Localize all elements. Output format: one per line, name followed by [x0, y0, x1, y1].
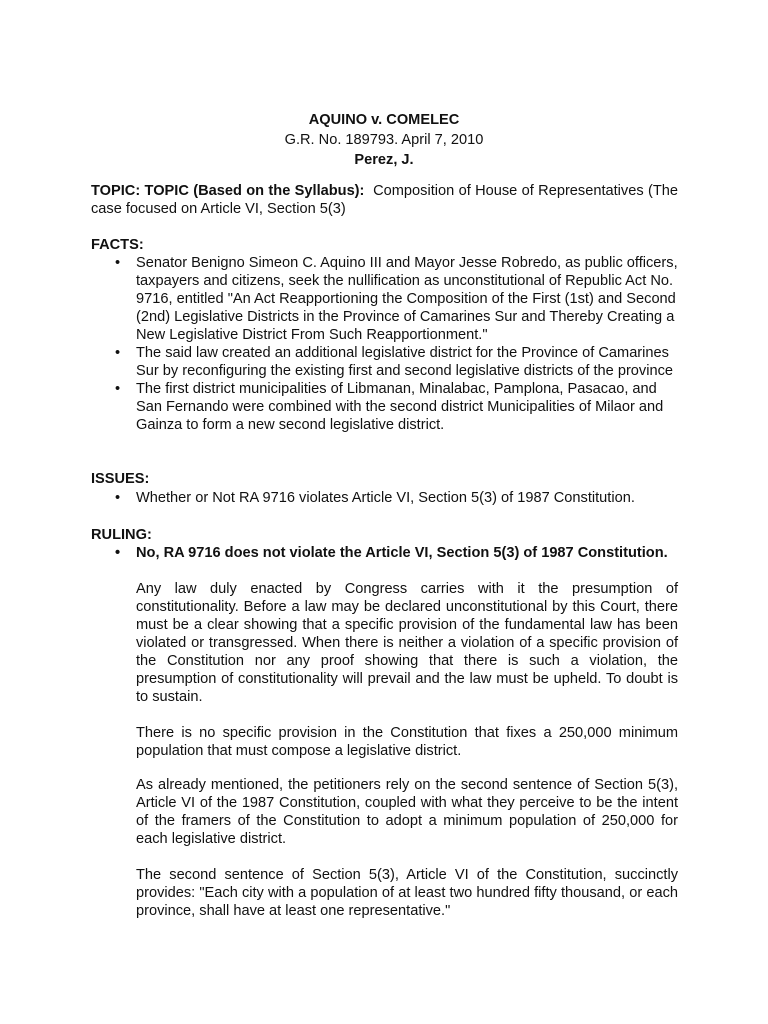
ruling-paragraph: The second sentence of Section 5(3), Article VI of the Constitution, succinctly provides: "Each city with a population of at least two hundred fifty thousand, or each province, shall have at least one representative." — [136, 867, 678, 919]
issues-list — [91, 489, 678, 507]
bullet-icon: • — [115, 345, 121, 361]
list-item — [91, 489, 678, 507]
ruling-answer: No, RA 9716 does not violate the Article VI, Section 5(3) of 1987 Constitution. — [136, 545, 668, 561]
ruling-list — [91, 544, 678, 562]
bullet-icon: • — [115, 255, 121, 271]
list-item — [91, 254, 678, 344]
bullet-icon: • — [115, 381, 121, 397]
bullet-icon: • — [115, 490, 121, 506]
fact-text: The first district municipalities of Libmanan, Minalabac, Pamplona, Pasacao, and San Fernando were combined with the second district Municipalities of Milaor and Gainza to form a new second legislative district. — [136, 381, 664, 433]
ruling-paragraph: Any law duly enacted by Congress carries with it the presumption of constitutionality. Before a law may be declared unconstitutional by this Court, there must be a clear showing that a specific provision of the fundamental law has been violated or transgressed. When there is neither a violation of a specific provision of the Constitution nor any proof showing that there is such a violation, the presumption of constitutionality will prevail and the law must be upheld. To doubt is to sustain. — [136, 581, 678, 705]
ruling-heading: RULING: — [91, 527, 152, 543]
ruling-paragraph: There is no specific provision in the Constitution that fixes a 250,000 minimum population that must compose a legislative district. — [136, 725, 678, 759]
ponente: Perez, J. — [354, 152, 414, 168]
topic-label: TOPIC: TOPIC (Based on the Syllabus): — [91, 183, 365, 199]
facts-list — [91, 254, 678, 434]
topic-section — [91, 182, 678, 218]
facts-heading: FACTS: — [91, 237, 144, 253]
case-citation: G.R. No. 189793. April 7, 2010 — [284, 132, 484, 148]
list-item — [91, 344, 678, 380]
issues-heading: ISSUES: — [91, 471, 150, 487]
case-header — [0, 110, 768, 170]
fact-text: Senator Benigno Simeon C. Aquino III and Mayor Jesse Robredo, as public officers, taxpayers and citizens, seek the nullification as unconstitutional of Republic Act No. 9716, entitled "An Act Reapportioning the Composition of the First (1st) and Second (2nd) Legislative Districts in the Province of Camarines Sur and Thereby Creating a New Legislative District From Such Reapportionment." — [136, 255, 678, 343]
fact-text: The said law created an additional legislative district for the Province of Camarines Sur by reconfiguring the existing first and second legislative districts of the province — [136, 345, 673, 379]
list-item — [91, 380, 678, 434]
case-title: AQUINO v. COMELEC — [308, 112, 460, 128]
list-item — [91, 544, 678, 562]
ruling-paragraph: As already mentioned, the petitioners rely on the second sentence of Section 5(3), Article VI of the 1987 Constitution, coupled with what they perceive to be the intent of the framers of the Constitution to adopt a minimum population of 250,000 for each legislative district. — [136, 777, 678, 847]
topic-text: Composition of House of Representatives (The case focused on Article VI, Section 5(3) — [91, 183, 678, 217]
bullet-icon: • — [115, 545, 121, 561]
issue-text: Whether or Not RA 9716 violates Article VI, Section 5(3) of 1987 Constitution. — [136, 490, 635, 506]
